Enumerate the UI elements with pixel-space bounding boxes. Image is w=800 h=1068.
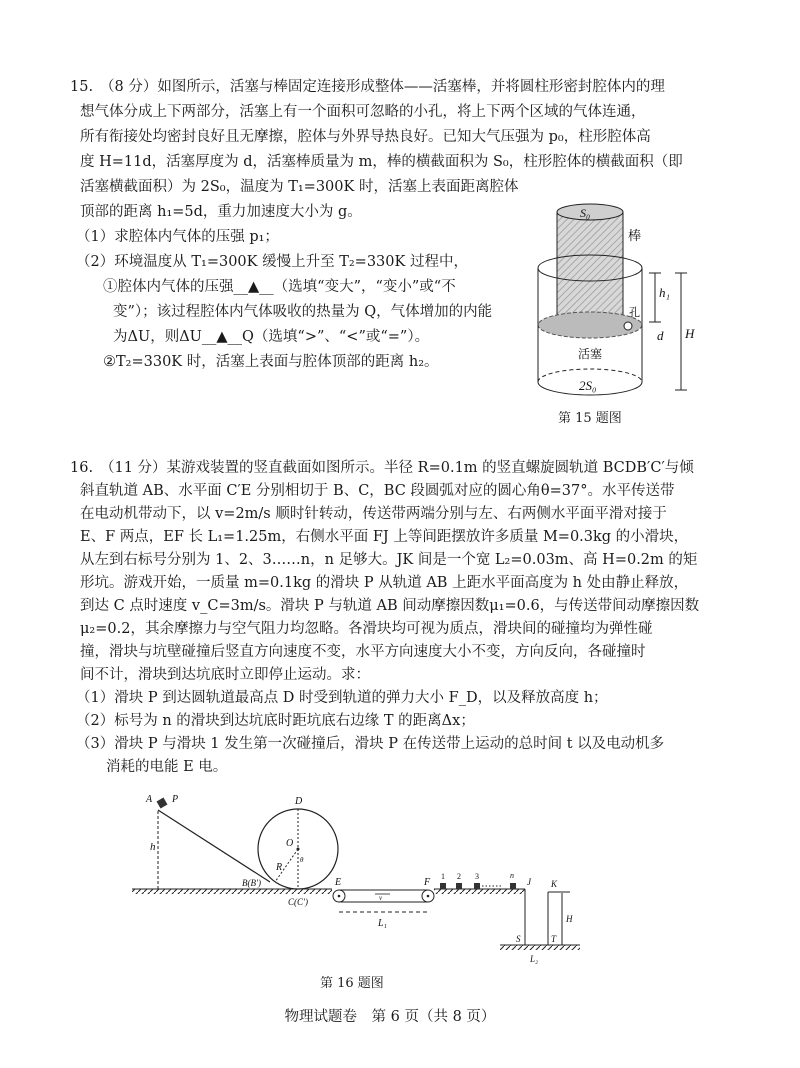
label-A: A	[146, 794, 153, 805]
label-theta: θ	[300, 856, 304, 864]
q16-line: μ₂=0.2，其余摩擦力与空气阻力均忽略。各滑块均可视为质点，滑块间的碰撞均为弹性碰	[80, 621, 653, 637]
figure-16-caption: 第 16 题图	[320, 976, 384, 991]
label-h: h	[150, 841, 156, 853]
q15-sub1: （1）求腔体内气体的压强 p₁；	[76, 229, 279, 245]
label-s0: S₀	[580, 206, 591, 220]
label-L1: L₁	[378, 918, 388, 929]
q16-sub3: 消耗的电能 E 电。	[106, 759, 228, 775]
q15-line: 所有衔接处均密封良好且无摩擦，腔体与外界导热良好。已知大气压强为 p₀，柱形腔体高	[80, 129, 651, 145]
figure-15-cylinder	[515, 200, 700, 400]
label-P: P	[172, 794, 179, 805]
label-E: E	[335, 877, 342, 888]
q15-line: （8 分）如图所示，活塞与棒固定连接形成整体——活塞棒，并将圆柱形密封腔体内的理	[100, 79, 665, 95]
label-block-3: 3	[475, 872, 479, 881]
q15-sub2-a: 变”）；该过程腔体内气体吸收的热量为 Q，气体增加的内能	[113, 304, 493, 320]
label-C: C(C′)	[288, 897, 308, 907]
q16-sub1: （1）滑块 P 到达圆轨道最高点 D 时受到轨道的弹力大小 F_D，以及释放高度 h；	[76, 690, 608, 706]
q15-line: 顶部的距离 h₁=5d，重力加速度大小为 g。	[80, 204, 362, 220]
figure-16-track	[120, 790, 600, 965]
q15-line: 想气体分成上下两部分，活塞上有一个面积可忽略的小孔，将上下两个区域的气体连通，	[80, 104, 646, 120]
q15-sub2: （2）环境温度从 T₁=300K 缓慢上升至 T₂=330K 过程中，	[76, 254, 468, 270]
label-K: K	[551, 879, 558, 889]
q15-line: 度 H=11d，活塞厚度为 d，活塞棒质量为 m，棒的横截面积为 S₀，柱形腔体的横截面积（即	[80, 154, 683, 170]
q16-line: 到达 C 点时速度 v_C=3m/s。滑块 P 与轨道 AB 间动摩擦因数μ₁=0.6，与传送带间动摩擦因数	[80, 598, 700, 614]
q16-line: 间不计，滑块到达坑底时立即停止运动。求：	[80, 667, 370, 683]
label-rod: 棒	[628, 228, 642, 243]
label-L2: L₂	[530, 954, 539, 964]
label-2s0: 2S₀	[579, 378, 597, 393]
q16-line: （11 分）某游戏装置的竖直截面如图所示。半径 R=0.1m 的竖直螺旋圆轨道 BCDB′C′与倾	[100, 460, 694, 476]
label-H: H	[566, 914, 573, 924]
label-hole: 孔	[629, 307, 640, 319]
label-S: S	[516, 934, 521, 944]
q15-number: 15.	[70, 79, 94, 95]
q16-sub2: （2）标号为 n 的滑块到达坑底时距坑底右边缘 T 的距离Δx；	[76, 713, 475, 729]
label-O: O	[286, 838, 294, 849]
label-F: F	[424, 877, 431, 888]
label-block-n: n	[510, 871, 514, 880]
label-h1: h₁	[659, 285, 671, 300]
q15-sub2-b: ②T₂=330K 时，活塞上表面与腔体顶部的距离 h₂。	[103, 354, 439, 370]
label-piston: 活塞	[578, 347, 603, 361]
q16-line: 从左到右标号分别为 1、2、3……n，n 足够大。JK 间是一个宽 L₂=0.03m、高 H=0.2m 的矩	[80, 552, 698, 568]
label-J: J	[527, 877, 531, 887]
label-D: D	[295, 796, 303, 807]
q16-line: 斜直轨道 AB、水平面 C′E 分别相切于 B、C，BC 段圆弧对应的圆心角θ=37°。水平传送带	[80, 483, 675, 499]
q16-number: 16.	[70, 460, 94, 476]
q15-sub2-a: ①腔体内气体的压强__▲__（选填“变大”，“变小”或“不	[103, 279, 456, 295]
label-B: B(B′)	[242, 878, 261, 888]
label-d: d	[657, 328, 664, 343]
q16-sub3: （3）滑块 P 与滑块 1 发生第一次碰撞后，滑块 P 在传送带上运动的总时间 t 以及电动机多	[76, 736, 665, 752]
q15-sub2-a: 为ΔU，则ΔU__▲__Q（选填“>”、“<”或“=”）。	[113, 329, 430, 345]
q16-line: E、F 两点，EF 长 L₁=1.25m，右侧水平面 FJ 上等间距摆放许多质量 M=0.3kg 的小滑块，	[80, 529, 689, 545]
label-T: T	[551, 934, 557, 944]
label-H: H	[685, 326, 695, 341]
label-block-1: 1	[441, 872, 445, 881]
q16-line: 在电动机带动下，以 v=2m/s 顺时针转动，传送带两端分别与左、右两侧水平面平滑对接于	[80, 506, 667, 522]
figure-15-caption: 第 15 题图	[558, 411, 622, 426]
label-v: v	[379, 894, 383, 902]
label-block-2: 2	[457, 872, 461, 881]
page-footer: 物理试题卷 第 6 页（共 8 页）	[284, 1009, 496, 1025]
label-R: R	[276, 862, 283, 873]
q16-line: 撞，滑块与坑壁碰撞后竖直方向速度不变，水平方向速度大小不变，方向反向，各碰撞时	[80, 644, 646, 660]
q15-line: 活塞横截面积）为 2S₀，温度为 T₁=300K 时，活塞上表面距离腔体	[80, 179, 519, 195]
q16-line: 形坑。游戏开始，一质量 m=0.1kg 的滑块 P 从轨道 AB 上距水平面高度为 h 处由静止释放，	[80, 575, 689, 591]
